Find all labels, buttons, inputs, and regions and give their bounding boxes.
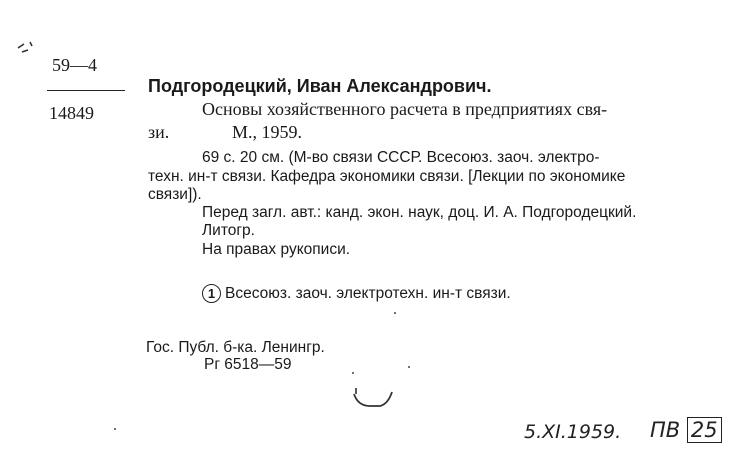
author-heading: Подгородецкий, Иван Александрович. (148, 76, 492, 96)
handwritten-boxed-number: 25 (687, 417, 722, 443)
call-number-top: 59—4 (52, 55, 97, 75)
note-author-credentials: Перед загл. авт.: канд. экон. наук, доц. И. А. Подгородецкий. (202, 204, 637, 221)
title-line-2b: М., 1959. (232, 122, 303, 142)
check-mark-icon (350, 384, 406, 414)
speck (408, 366, 410, 368)
tracing-marker: 1 (202, 284, 221, 303)
call-number-bottom: 14849 (49, 103, 94, 123)
library-number: Рг 6518—59 (204, 356, 292, 373)
title-line-1: Основы хозяйственного расчета в предприятиях свя- (202, 99, 608, 119)
call-number-divider (47, 90, 125, 91)
collation-line-3: связи]). (148, 186, 202, 203)
note-manuscript-rights: На правах рукописи. (202, 241, 351, 258)
note-lithograph: Литогр. (202, 222, 255, 239)
tracing-text: Всесоюз. заоч. электротехн. ин-т связи. (225, 285, 511, 302)
handwritten-code: ПВ 25 (650, 418, 722, 442)
tracing-line (202, 284, 511, 303)
speck (394, 312, 396, 314)
corner-mark-icon (14, 38, 38, 62)
speck (114, 428, 116, 430)
title-line-2a: зи. (148, 122, 170, 142)
collation-line-2: техн. ин-т связи. Кафедра экономики связи. [Лекции по экономике (148, 168, 626, 185)
collation-line-1: 69 с. 20 см. (М-во связи СССР. Всесоюз. заоч. электро- (202, 149, 600, 166)
library-name: Гос. Публ. б-ка. Ленингр. (146, 339, 325, 356)
speck (352, 372, 354, 374)
handwritten-date: 5.XI.1959. (524, 421, 622, 443)
